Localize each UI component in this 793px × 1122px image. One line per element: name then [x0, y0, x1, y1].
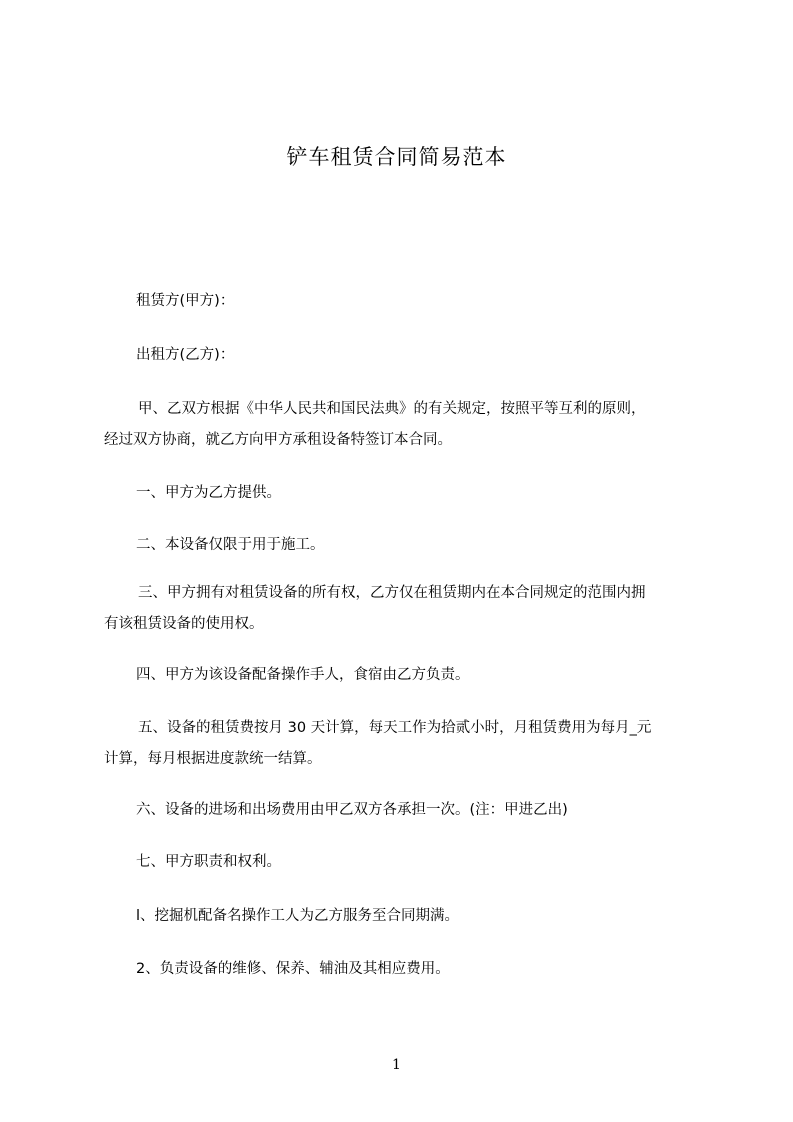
- clause-2: 二、本设备仅限于用于施工。: [136, 537, 325, 553]
- preamble-paragraph: [104, 394, 704, 456]
- page-number: 1: [392, 1057, 401, 1073]
- preamble-line-1: 甲、乙双方根据《中华人民共和国民法典》的有关规定，按照平等互利的原则，: [138, 401, 646, 417]
- clause-3-line-1: 三、甲方拥有对租赁设备的所有权，乙方仅在租赁期内在本合同规定的范围内拥: [138, 585, 646, 601]
- clause-5-line-2: 计算，每月根据进度款统一结算。: [104, 751, 322, 767]
- clause-1: 一、甲方为乙方提供。: [136, 485, 281, 501]
- preamble-line-2: 经过双方协商，就乙方向甲方承租设备特签订本合同。: [104, 432, 452, 448]
- document-title: 铲车租赁合同简易范本: [286, 145, 507, 169]
- clause-3-paragraph: [104, 578, 704, 640]
- clause-7-item-2: 2、负责设备的维修、保养、辅油及其相应费用。: [136, 961, 450, 977]
- clause-3-line-2: 有该租赁设备的使用权。: [104, 616, 264, 632]
- clause-7-item-1: l、挖掘机配备名操作工人为乙方服务至合同期满。: [136, 908, 460, 924]
- clause-7: 七、甲方职责和权利。: [136, 854, 281, 870]
- clause-4: 四、甲方为该设备配备操作手人，食宿由乙方负责。: [136, 667, 470, 683]
- clause-5-paragraph: [104, 713, 704, 775]
- lessor-line: 出租方(乙方)：: [136, 347, 235, 363]
- clause-6: 六、设备的进场和出场费用由甲乙双方各承担一次。(注：甲进乙出): [136, 802, 568, 818]
- clause-5-line-1: 五、设备的租赁费按月 30 天计算，每天工作为拾贰小时，月租赁费用为每月_元: [138, 720, 652, 736]
- lessee-line: 租赁方(甲方)：: [136, 293, 235, 309]
